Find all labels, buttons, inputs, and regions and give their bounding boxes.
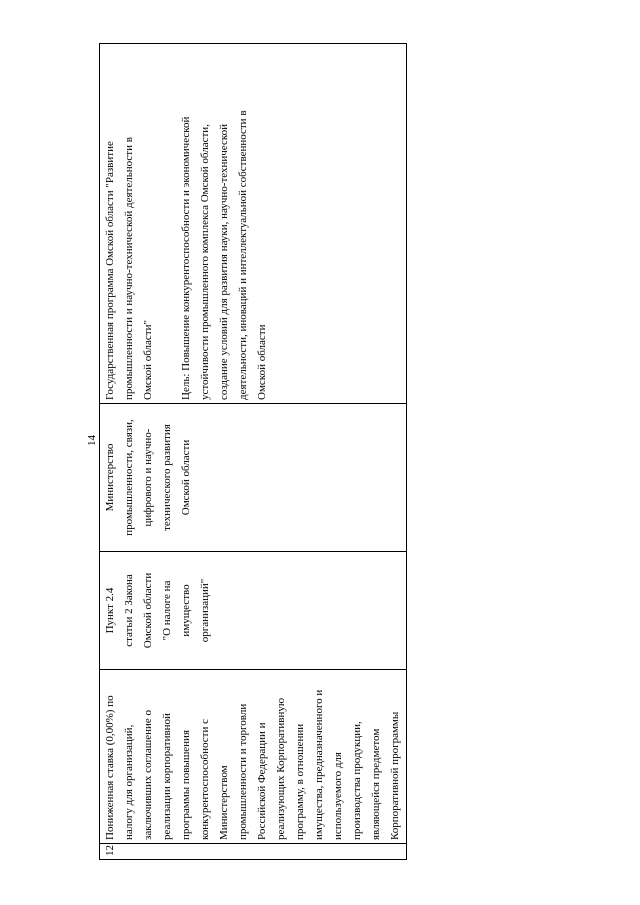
goal-line: Омской области — [256, 324, 268, 400]
curator-line: промышленности, связи, — [123, 419, 135, 536]
benefit-line: используемого для — [332, 752, 344, 840]
curator-line: технического развития — [161, 424, 173, 531]
paragraph-gap — [158, 47, 177, 400]
table-row — [100, 44, 407, 860]
program-line: Государственная программа Омской области "Развитие — [104, 141, 116, 400]
curator-line: цифрового и научно- — [142, 428, 154, 527]
benefit-line: производства продукции, — [351, 721, 363, 840]
program-line: промышленности и научно-технической деятельности в — [123, 137, 135, 400]
legal-basis-line: Омской области — [142, 572, 154, 649]
goal-line: устойчивости промышленного комплекса Омской области, — [199, 124, 211, 400]
benefit-line: реализации корпоративной — [161, 713, 173, 840]
legal-basis-line: статьи 2 Закона — [123, 574, 135, 647]
legal-basis-line: организаций" — [199, 578, 211, 643]
curator-line: Омской области — [180, 439, 192, 516]
benefit-line: заключивших соглашение о — [142, 709, 154, 840]
benefit-cell — [100, 670, 407, 844]
benefit-line: Пониженная ставка (0,00%) по — [104, 695, 116, 840]
benefit-line: промышленности и торговли — [237, 703, 249, 840]
program-cell — [100, 44, 407, 404]
benefit-line: программы повышения — [180, 730, 192, 840]
benefit-line: конкурентоспособности с — [199, 719, 211, 840]
page-number: 14 — [86, 435, 98, 446]
benefit-line: являющейся предметом — [370, 728, 382, 840]
program-line: Омской области" — [142, 320, 154, 400]
goal-line: Цель: Повышение конкурентоспособности и экономической — [180, 116, 192, 400]
benefit-line: программу, в отношении — [294, 723, 306, 840]
curator-cell — [100, 404, 407, 552]
legal-basis-cell — [100, 552, 407, 670]
benefit-line: реализующих Корпоративную — [275, 697, 287, 840]
goal-line: создание условий для развития науки, научно-технической — [218, 123, 230, 400]
legal-basis-line: имущество — [180, 584, 192, 637]
benefit-line: Российской Федерации и — [256, 722, 268, 840]
benefit-line: Министерством — [218, 765, 230, 840]
benefit-line: Корпоративной программы — [389, 711, 401, 840]
row-number-cell — [100, 844, 407, 860]
benefit-line: налогу для организаций, — [123, 724, 135, 840]
tax-benefit-table — [99, 44, 401, 860]
goal-line: деятельности, иноваций и интеллектуальной собственности в — [237, 110, 249, 400]
legal-basis-line: Пункт 2.4 — [104, 587, 116, 634]
benefit-line: имущества, предназначенного и — [313, 689, 325, 840]
legal-basis-line: "О налоге на — [161, 580, 173, 641]
row-number: 12 — [104, 845, 116, 856]
curator-line: Министерство — [104, 443, 116, 512]
